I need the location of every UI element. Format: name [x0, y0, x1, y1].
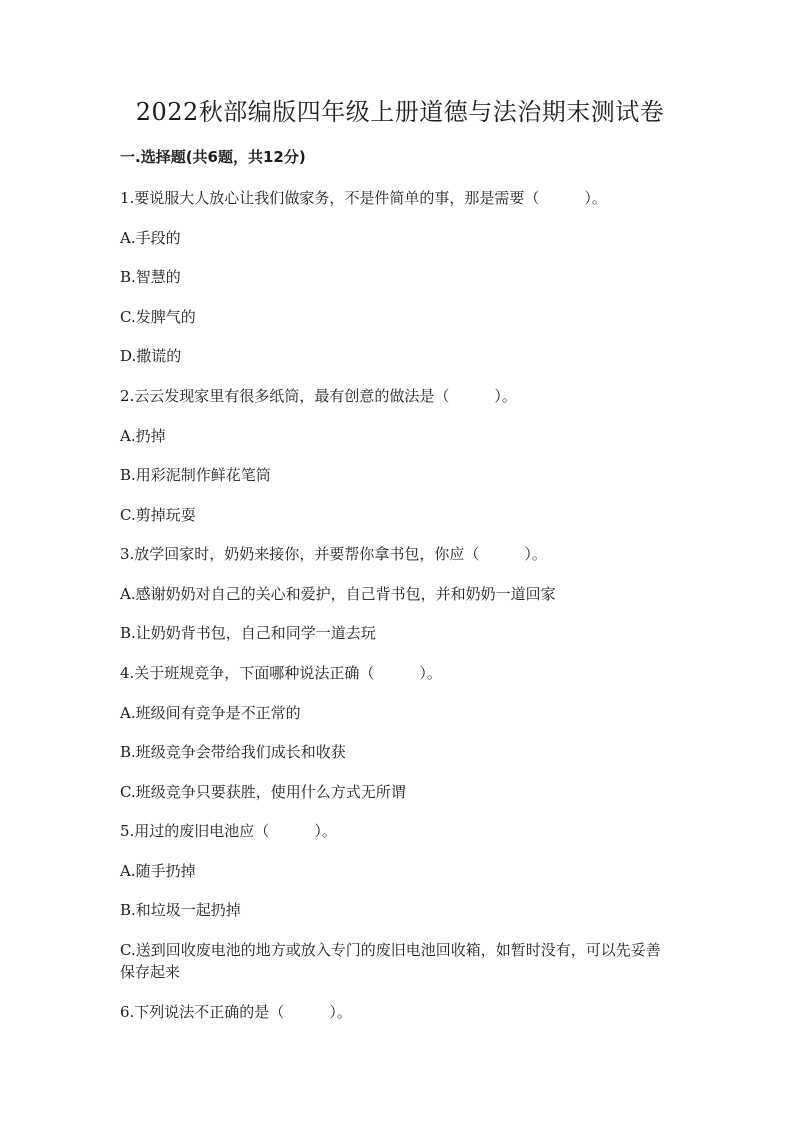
question-1-stem: 1.要说服大人放心让我们做家务，不是件简单的事，那是需要（ ）。 [120, 189, 607, 207]
question-1-option-b: B.智慧的 [120, 268, 181, 286]
question-3-stem: 3.放学回家时，奶奶来接你，并要帮你拿书包，你应（ ）。 [120, 545, 547, 563]
question-2-stem: 2.云云发现家里有很多纸筒，最有创意的做法是（ ）。 [120, 387, 517, 405]
question-5-stem: 5.用过的废旧电池应（ ）。 [120, 822, 337, 840]
question-4-stem: 4.关于班规竞争，下面哪种说法正确（ ）。 [120, 664, 442, 682]
question-6-stem: 6.下列说法不正确的是（ ）。 [120, 1003, 352, 1021]
question-5-option-b: B.和垃圾一起扔掉 [120, 901, 241, 919]
question-1-option-d: D.撒谎的 [120, 347, 182, 365]
question-4-option-c: C.班级竞争只要获胜，使用什么方式无所谓 [120, 783, 406, 801]
question-5-option-c: C.送到回收废电池的地方或放入专门的废旧电池回收箱，如暂时没有，可以先妥善保存起来 [120, 941, 661, 981]
question-4-option-b: B.班级竞争会带给我们成长和收获 [120, 743, 346, 761]
question-2-option-b: B.用彩泥制作鲜花笔筒 [120, 466, 271, 484]
section-heading: 一.选择题(共6题，共12分) [120, 148, 306, 166]
question-4-option-a: A.班级间有竞争是不正常的 [120, 704, 301, 722]
question-3-option-b: B.让奶奶背书包，自己和同学一道去玩 [120, 624, 376, 642]
question-1-option-c: C.发脾气的 [120, 308, 196, 326]
question-2-option-c: C.剪掉玩耍 [120, 506, 196, 524]
page-title: 2022秋部编版四年级上册道德与法治期末测试卷 [135, 98, 665, 126]
question-5-option-a: A.随手扔掉 [120, 862, 196, 880]
question-1-option-a: A.手段的 [120, 229, 181, 247]
question-3-option-a: A.感谢奶奶对自己的关心和爱护，自己背书包，并和奶奶一道回家 [120, 585, 556, 603]
question-2-option-a: A.扔掉 [120, 427, 166, 445]
